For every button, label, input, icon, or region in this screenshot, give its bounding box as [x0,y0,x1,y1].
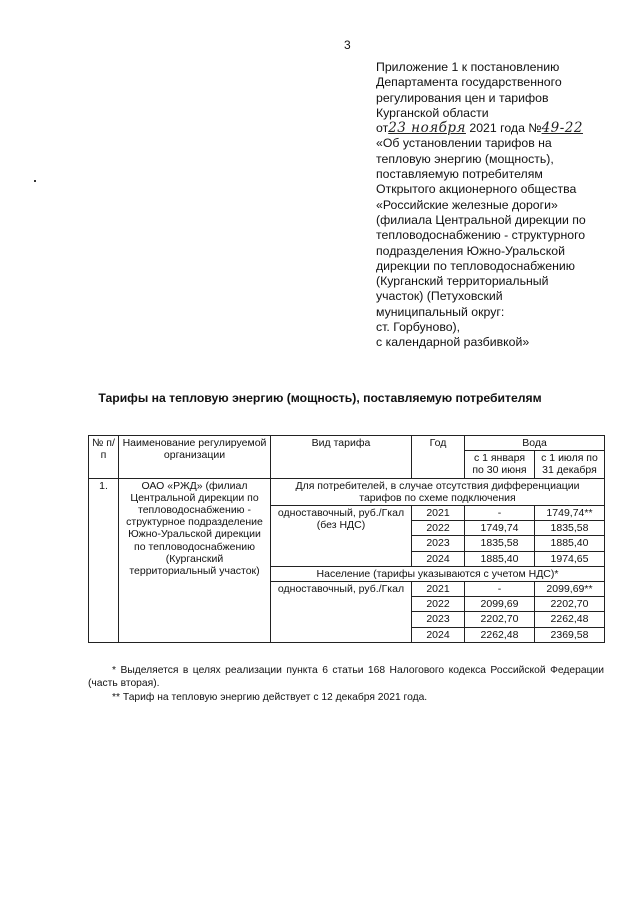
row-number: 1. [89,478,119,642]
table-header-row [89,436,605,451]
value-cell: 1749,74** [535,506,605,521]
subject-line: (Курганский территориальный [376,274,549,289]
subject-line: поставляемую потребителям [376,167,543,182]
handwritten-date: 23 ноября [388,120,466,137]
year-cell: 2023 [412,536,465,551]
value-cell: 2262,48 [465,627,535,642]
value-cell: 2099,69** [535,582,605,597]
subject-line: дирекции по тепловодоснабжению [376,258,575,273]
value-cell: 2202,70 [465,612,535,627]
subject-line: с календарной разбивкой» [376,335,530,350]
header-period-2: с 1 июля по 31 декабря [535,451,605,478]
year-text: 2021 года № [469,121,542,136]
value-cell: 1885,40 [465,551,535,566]
year-cell: 2024 [412,551,465,566]
value-cell: - [465,582,535,597]
tariff-table [88,435,605,643]
header-org: Наименование регулируемой организации [119,436,271,479]
date-prefix: от [376,121,389,136]
subject-line: (филиала Центральной дирекции по [376,212,586,227]
subject-line: «Российские железные дороги» [376,197,558,212]
appendix-line: регулирования цен и тарифов [376,90,549,105]
section-title: Население (тарифы указываются с учетом НДС)* [271,566,605,581]
subject-line: Открытого акционерного общества [376,182,577,197]
subject-line: муниципальный округ: [376,304,505,319]
value-cell: - [465,506,535,521]
scan-speck [34,180,36,182]
header-num: № п/п [89,436,119,479]
subject-line: тепловодоснабжению - структурного [376,228,586,243]
subject-line: подразделения Южно-Уральской [376,243,565,258]
section-title: Для потребителей, в случае отсутствия дифференциации тарифов по схеме подключения [271,478,605,505]
footnote-2: ** Тариф на тепловую энергию действует с 12 декабря 2021 года. [112,692,428,703]
subject-line: ст. Горбуново), [376,320,461,335]
value-cell: 2262,48 [535,612,605,627]
year-cell: 2021 [412,582,465,597]
value-cell: 2099,69 [465,597,535,612]
footnote-1: * Выделяется в целях реализации пункта 6 статьи 168 Налогового кодекса Российской Федерации (часть вторая). [88,665,604,689]
organization-name: ОАО «РЖД» (филиал Центральной дирекции по тепловодоснабжению - структурное подразделение Южно-Уральской дирекции по тепловодоснабжению (Курганский территориальный участок) [119,478,271,642]
value-cell: 1974,65 [535,551,605,566]
appendix-date-line [376,121,626,136]
value-cell: 2202,70 [535,597,605,612]
tariff-type: одноставочный, руб./Гкал [271,582,412,643]
year-cell: 2021 [412,506,465,521]
subject-line: «Об установлении тарифов на [376,136,552,151]
year-cell: 2023 [412,612,465,627]
value-cell: 1885,40 [535,536,605,551]
document-title: Тарифы на тепловую энергию (мощность), поставляемую потребителям [98,391,542,405]
appendix-header [376,60,626,351]
value-cell: 1835,58 [535,521,605,536]
page-number: 3 [344,38,351,52]
table-row [89,478,605,505]
year-cell: 2022 [412,597,465,612]
year-cell: 2024 [412,627,465,642]
tariff-type: одноставочный, руб./Гкал (без НДС) [271,506,412,567]
header-water: Вода [465,436,605,451]
header-type: Вид тарифа [271,436,412,479]
appendix-line: Департамента государственного [376,75,562,90]
subject-line: тепловую энергию (мощность), [376,151,554,166]
value-cell: 1835,58 [465,536,535,551]
subject-line: участок) (Петуховский [376,289,503,304]
value-cell: 2369,58 [535,627,605,642]
year-cell: 2022 [412,521,465,536]
appendix-line: Курганской области [376,105,489,120]
handwritten-number: 49-22 [541,120,583,137]
footnotes [88,664,604,705]
value-cell: 1749,74 [465,521,535,536]
appendix-line: Приложение 1 к постановлению [376,60,560,74]
header-period-1: с 1 января по 30 июня [465,451,535,478]
header-year: Год [412,436,465,479]
